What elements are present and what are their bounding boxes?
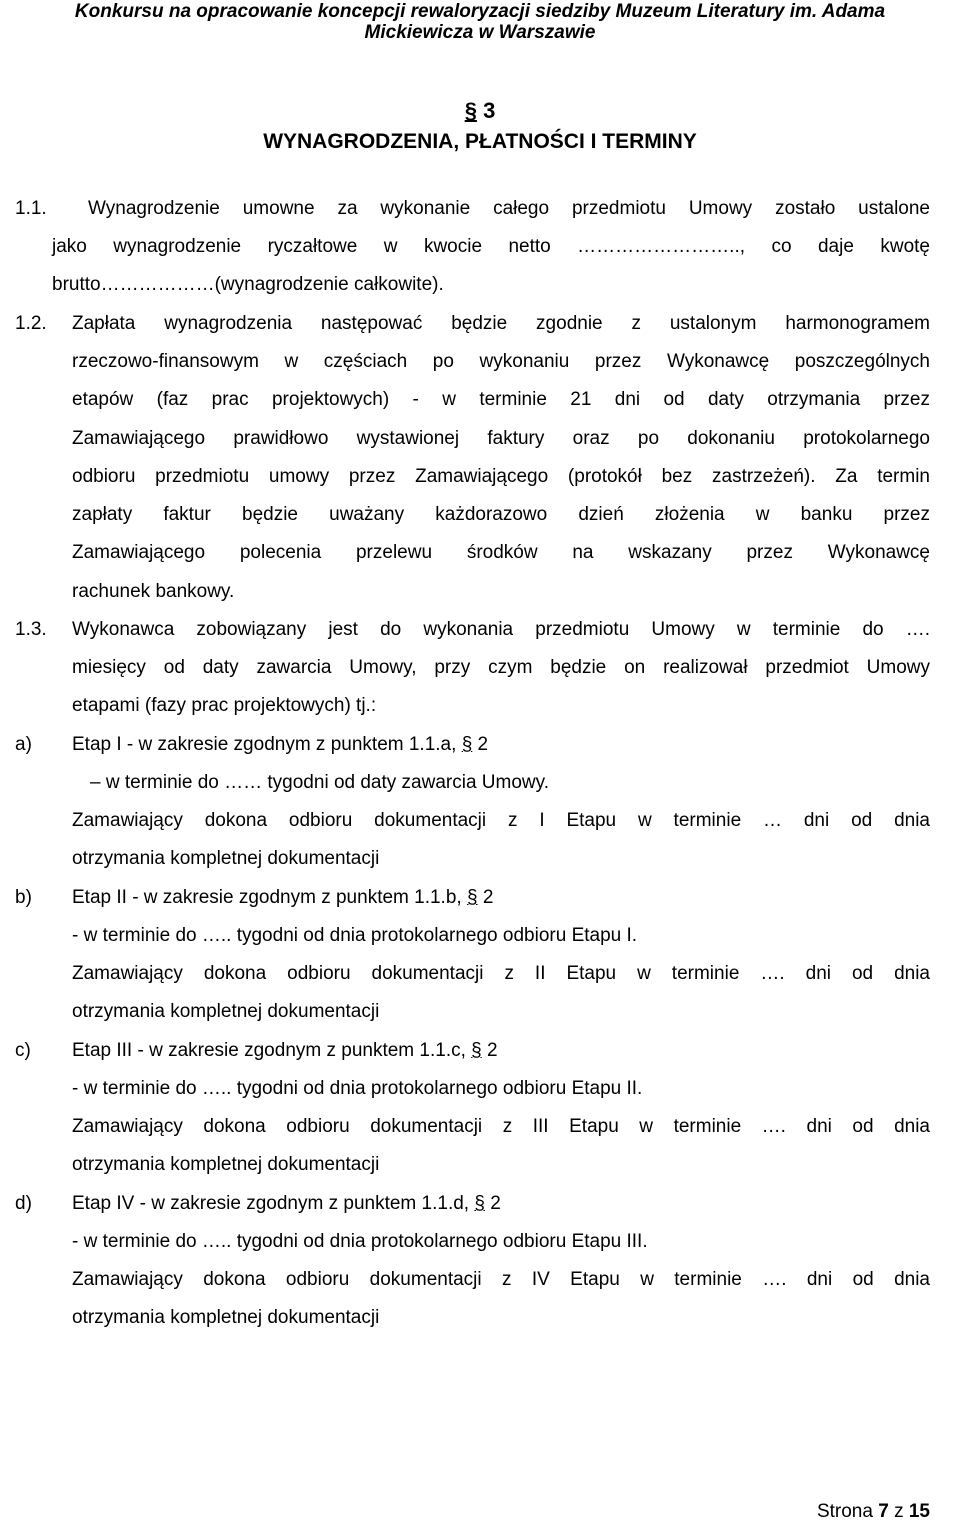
stage-deadline: – w terminie do …… tygodni od daty zawarcia Umowy. (90, 772, 549, 793)
section-title: WYNAGRODZENIA, PŁATNOŚCI I TERMINY (263, 130, 697, 153)
paragraph-1-2-line: Zamawiającego prawidłowo wystawionej faktury oraz po dokonaniu protokolarnego (72, 428, 930, 449)
stage-heading-text: Etap III - w zakresie zgodnym z punktem 1.1.c, (72, 1040, 466, 1061)
paragraph-1-2-line: rzeczowo-finansowym w częściach po wykonaniu przez Wykonawcę poszczególnych (72, 351, 930, 372)
section-ref: 2 (482, 887, 494, 908)
stage-acceptance-line: Zamawiający dokona odbioru dokumentacji z III Etapu w terminie …. dni od dnia (72, 1116, 930, 1137)
paragraph-1-2-line: Zamawiającego polecenia przelewu środków na wskazany przez Wykonawcę (72, 542, 930, 563)
stage-heading (72, 1039, 498, 1063)
paragraph-1-1-line: Wynagrodzenie umowne za wykonanie całego przedmiotu Umowy zostało ustalone (88, 198, 930, 219)
section-sign: § (466, 887, 478, 908)
paragraph-1-2-line: zapłaty faktur będzie uważany każdorazowo dzień złożenia w banku przez (72, 504, 930, 525)
section-number-value: 3 (483, 98, 496, 123)
stage-acceptance-line: otrzymania kompletnej dokumentacji (72, 1001, 380, 1022)
paragraph-1-2-line: etapów (faz prac projektowych) - w terminie 21 dni od daty otrzymania przez (72, 389, 930, 410)
section-sign: § (474, 1193, 485, 1214)
stage-heading (72, 733, 488, 757)
header-line-2: Mickiewicza w Warszawie (364, 22, 596, 43)
page-of-label: z (894, 1501, 904, 1522)
page-number: 7 (878, 1501, 889, 1522)
section-ref: 2 (487, 1040, 498, 1061)
section-sign: § (464, 98, 477, 123)
list-item-label: d) (15, 1193, 32, 1214)
stage-deadline: - w terminie do ….. tygodni od dnia protokolarnego odbioru Etapu I. (72, 925, 638, 946)
list-item-label: c) (15, 1040, 31, 1061)
stage-heading-text: Etap IV - w zakresie zgodnym z punktem 1.1.d, (72, 1193, 470, 1214)
paragraph-1-3-line: miesięcy od daty zawarcia Umowy, przy czym będzie on realizował przedmiot Umowy (72, 657, 930, 678)
section-sign: § (461, 734, 473, 755)
page-footer (817, 1500, 930, 1524)
stage-heading (72, 1192, 501, 1216)
section-number (0, 98, 960, 124)
stage-acceptance-line: otrzymania kompletnej dokumentacji (72, 1154, 380, 1175)
paragraph-1-2-line: odbioru przedmiotu umowy przez Zamawiającego (protokół bez zastrzeżeń). Za termin (72, 466, 930, 487)
stage-acceptance-line: otrzymania kompletnej dokumentacji (72, 848, 380, 869)
list-item-label: b) (15, 887, 32, 908)
paragraph-1-2-line: Zapłata wynagrodzenia następować będzie zgodnie z ustalonym harmonogramem (72, 313, 930, 334)
page-total: 15 (908, 1501, 930, 1522)
list-item-label: a) (15, 734, 32, 755)
paragraph-1-3-line: Wykonawca zobowiązany jest do wykonania przedmiotu Umowy w terminie do …. (72, 619, 930, 640)
stage-heading-text: Etap I - w zakresie zgodnym z punktem 1.1.a, (72, 734, 457, 755)
page-label: Strona (816, 1501, 873, 1522)
stage-deadline: - w terminie do ….. tygodni od dnia protokolarnego odbioru Etapu III. (72, 1231, 648, 1252)
stage-deadline: - w terminie do ….. tygodni od dnia protokolarnego odbioru Etapu II. (72, 1078, 643, 1099)
section-sign: § (471, 1040, 482, 1061)
paragraph-number: 1.1. (15, 198, 47, 219)
stage-heading (72, 886, 493, 910)
paragraph-number: 1.2. (15, 313, 47, 334)
header-line-1: Konkursu na opracowanie koncepcji rewaloryzacji siedziby Muzeum Literatury im. Adama (74, 1, 886, 22)
stage-acceptance-line: Zamawiający dokona odbioru dokumentacji z IV Etapu w terminie …. dni od dnia (72, 1269, 930, 1290)
stage-acceptance-line: otrzymania kompletnej dokumentacji (72, 1307, 380, 1328)
stage-acceptance-line: Zamawiający dokona odbioru dokumentacji z I Etapu w terminie … dni od dnia (72, 810, 930, 831)
paragraph-number: 1.3. (15, 619, 47, 640)
paragraph-1-3-line: etapami (fazy prac projektowych) tj.: (72, 695, 377, 716)
section-ref: 2 (477, 734, 489, 755)
paragraph-1-1-line: jako wynagrodzenie ryczałtowe w kwocie netto …………………….., co daje kwotę (52, 236, 930, 257)
paragraph-1-1-line: brutto………………(wynagrodzenie całkowite). (52, 274, 444, 295)
stage-acceptance-line: Zamawiający dokona odbioru dokumentacji z II Etapu w terminie …. dni od dnia (72, 963, 930, 984)
stage-heading-text: Etap II - w zakresie zgodnym z punktem 1.1.b, (72, 887, 462, 908)
section-ref: 2 (490, 1193, 501, 1214)
paragraph-1-2-line: rachunek bankowy. (72, 581, 235, 602)
